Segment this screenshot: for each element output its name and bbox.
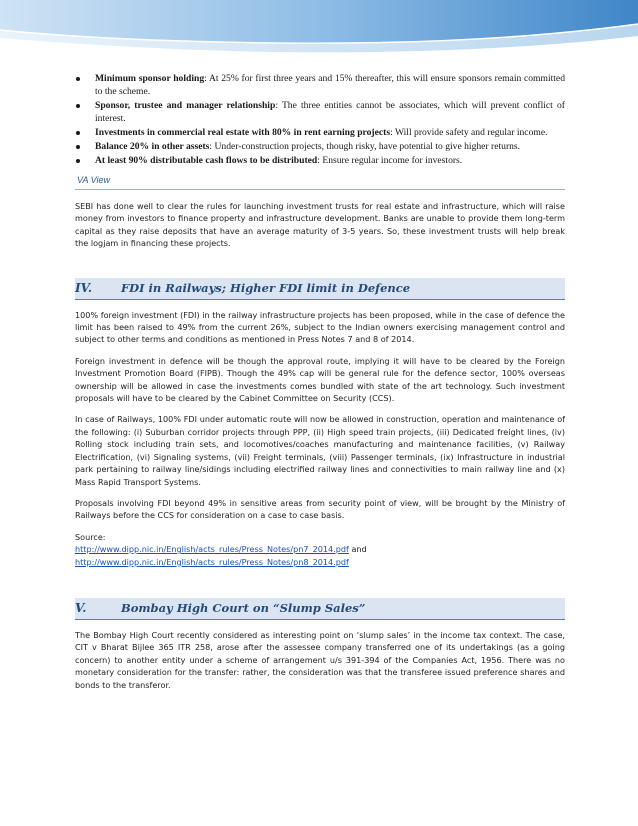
paragraph: In case of Railways, 100% FDI under automatic route will now be allowed in construction, operation and maintenance of the following: (i) Suburban corridor projects through PPP, (ii) High speed train projects, (iii) Dedicated freight lines, (iv) Rolling stock including train sets, and locomotives/coaches manufacturing and maintenance facilities, (v) Railway Electrification, (vi) Signaling systems, (vii) Freight terminals, (viii) Passenger terminals, (ix) Infrastructure in industrial park pertaining to railway line/sidings including electrified railway lines and connectivities to main railway line and (x) Mass Rapid Transport Systems. xyxy=(75,414,565,487)
bullet-text: : The three entities cannot be associates, which will prevent conflict of interest. xyxy=(95,100,565,124)
source-links xyxy=(75,543,565,568)
source-link-pn8[interactable]: http://www.dipp.nic.in/English/acts_rules/Press_Notes/pn8_2014.pdf xyxy=(75,556,349,567)
source-link-joiner: and xyxy=(348,544,367,555)
paragraph: Foreign investment in defence will be though the approval route, implying it will have to be cleared by the Foreign Investment Promotion Board (FIPB). Though the 49% cap will be general rule for the defence sector, 100% overseas ownership will be allowed in case the investments comes bundled with state of the art technology. Such investment proposals will have to be cleared by the Cabinet Committee on Security (CCS). xyxy=(75,355,565,404)
bullet-dot-icon xyxy=(76,104,80,108)
section-title: Bombay High Court on “Slump Sales” xyxy=(121,601,366,616)
bullet-item xyxy=(75,72,565,98)
bullet-dot-icon xyxy=(76,77,80,81)
header-decoration xyxy=(0,0,638,62)
paragraph: 100% foreign investment (FDI) in the railway infrastructure projects has been proposed, while in the case of defence the limit has been raised to 49% from the current 26%, subject to the Indian owners exercising management control and subject to other terms and conditions as mentioned in Press Notes 7 and 8 of 2014. xyxy=(75,309,565,345)
bullet-text: : Will provide safety and regular income. xyxy=(390,127,548,138)
bullet-item xyxy=(75,154,565,167)
section-number: V. xyxy=(75,601,87,616)
bullet-dot-icon xyxy=(76,131,80,135)
bullet-dot-icon xyxy=(76,145,80,149)
section-heading-v xyxy=(75,598,565,620)
section-title: FDI in Railways; Higher FDI limit in Defence xyxy=(121,281,411,296)
page-content xyxy=(75,72,565,691)
section-heading-iv xyxy=(75,278,565,300)
bullet-bold: Minimum sponsor holding xyxy=(95,73,205,84)
va-view-paragraph: SEBI has done well to clear the rules for launching investment trusts for real estate and infrastructure, which will raise money from investors to finance property and infrastructure development. Banks are unable to provide them long-term capital as they raise deposits that have an average maturity of 3-5 years. So, these investment trusts will help break the logjam in financing these projects. xyxy=(75,201,565,249)
bullet-item xyxy=(75,126,565,139)
bullet-item xyxy=(75,140,565,153)
bullet-dot-icon xyxy=(76,159,80,163)
section-number: IV. xyxy=(75,281,93,296)
va-view-label: VA View xyxy=(75,172,565,190)
bullet-bold: Balance 20% in other assets xyxy=(95,141,210,152)
bullet-text: : Ensure regular income for investors. xyxy=(317,155,463,166)
source-label: Source: xyxy=(75,531,106,542)
bullet-item xyxy=(75,99,565,125)
source-link-pn7[interactable]: http://www.dipp.nic.in/English/acts_rules/Press_Notes/pn7_2014.pdf xyxy=(75,544,349,555)
bullet-bold: At least 90% distributable cash flows to be distributed xyxy=(95,155,318,166)
bullet-text: : At 25% for first three years and 15% thereafter, this will ensure sponsors remain committed to the scheme. xyxy=(95,73,565,97)
paragraph: Proposals involving FDI beyond 49% in sensitive areas from security point of view, will be brought by the Ministry of Railways before the CCS for consideration on a case to case basis. xyxy=(75,497,565,521)
bullet-bold: Investments in commercial real estate with 80% in rent earning projects xyxy=(95,127,391,138)
bullet-list xyxy=(75,72,565,167)
bullet-text: : Under-construction projects, though risky, have potential to give higher returns. xyxy=(209,141,521,152)
paragraph: The Bombay High Court recently considered as interesting point on ‘slump sales’ in the income tax context. The case, CIT v Bharat Bijlee 365 ITR 258, arose after the assessee company transferred one of its undertakings (as a going concern) to another entity under a scheme of arrangement u/s 391-394 of the Companies Act, 1956. There was no monetary consideration for the transfer: rather, the consideration was that the transferee issued preference shares and bonds to the transferor. xyxy=(75,629,565,690)
bullet-bold: Sponsor, trustee and manager relationship xyxy=(95,100,276,111)
